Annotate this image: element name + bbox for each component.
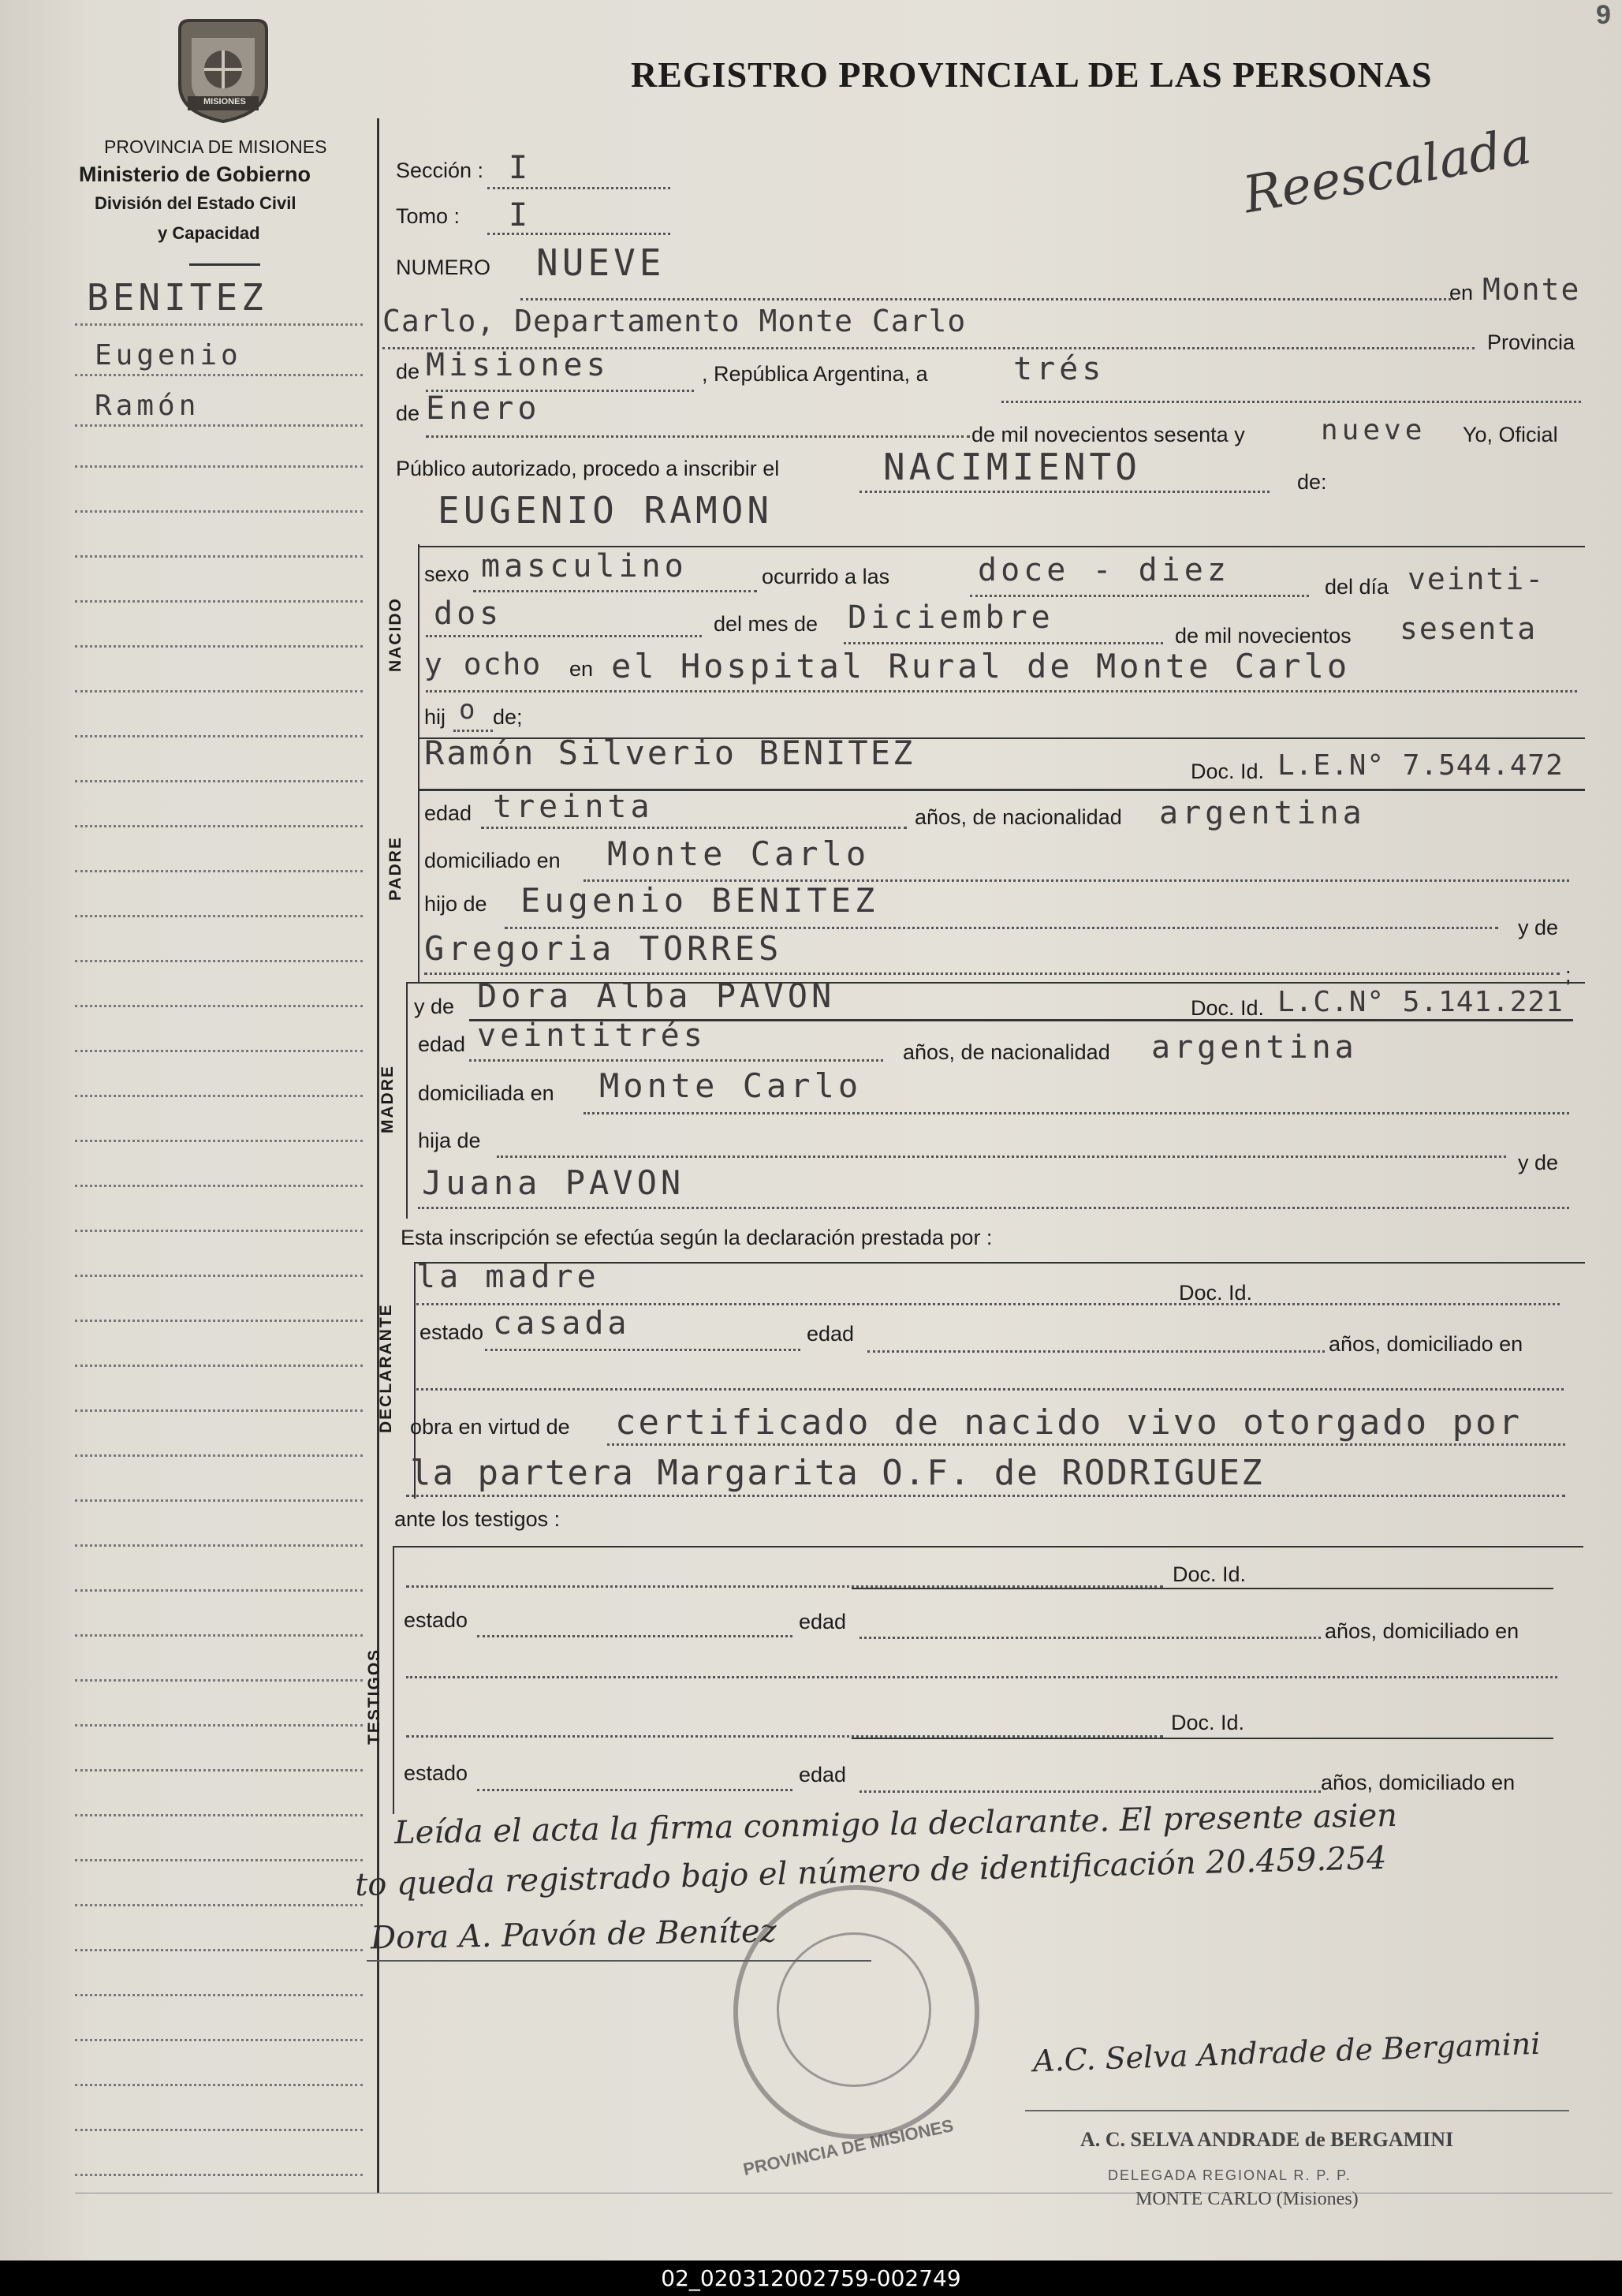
- mother-doc-value: L.C.N° 5.141.221: [1277, 986, 1564, 1018]
- margin-ruled-line: [75, 1589, 363, 1592]
- child-name: EUGENIO RAMON: [438, 489, 774, 532]
- margin-ruled-line: [75, 1320, 363, 1322]
- father-age-value: treinta: [493, 789, 654, 825]
- mother-hija-label: hija de: [418, 1129, 481, 1152]
- margin-ruled-line: [75, 1994, 363, 1996]
- act-type-value: NACIMIENTO: [883, 446, 1141, 488]
- publico-label: Público autorizado, procedo a inscribir el: [396, 457, 780, 480]
- declarant-edad-label: edad: [807, 1322, 855, 1346]
- division-name: División del Estado Civil: [95, 193, 296, 213]
- document-title: REGISTRO PROVINCIAL DE LAS PERSONAS: [631, 54, 1433, 95]
- margin-ruled-line: [75, 1005, 363, 1007]
- witness1-doc-label: Doc. Id.: [1173, 1562, 1247, 1586]
- section-declarante: DECLARANTE: [377, 1303, 395, 1433]
- father-father: Eugenio BENITEZ: [520, 881, 879, 920]
- hij-de-label: de;: [493, 705, 523, 729]
- mother-y-de-label: y de: [414, 995, 455, 1018]
- witness2-anos-label: años, domiciliado en: [1321, 1771, 1516, 1794]
- margin-ruled-line: [75, 1949, 363, 1951]
- witness2-doc-label: Doc. Id.: [1171, 1711, 1245, 1734]
- margin-ruled-line: [75, 1544, 363, 1547]
- round-seal-text: PROVINCIA DE MISIONES: [741, 2115, 956, 2179]
- official-stamp-name: A. C. SELVA ANDRADE de BERGAMINI: [1080, 2128, 1454, 2151]
- father-age-label: edad: [424, 801, 472, 825]
- section-madre: MADRE: [378, 1065, 397, 1133]
- margin-ruled-line: [75, 2174, 363, 2176]
- hij-suffix: o: [459, 694, 479, 726]
- place-part-a: Monte: [1482, 272, 1581, 307]
- del-dia-label: del día: [1325, 575, 1389, 599]
- de-label-2: de: [396, 401, 420, 425]
- margin-ruled-line: [75, 870, 363, 872]
- declarant-doc-label: Doc. Id.: [1179, 1281, 1253, 1305]
- margin-ruled-line: [75, 1050, 363, 1052]
- declarant-anos-label: años, domiciliado en: [1329, 1332, 1523, 1356]
- mother-name: Dora Alba PAVON: [477, 976, 836, 1015]
- de-mil-2-label: de mil novecientos: [1175, 624, 1352, 648]
- obra-label: obra en virtud de: [410, 1415, 570, 1439]
- file-id-caption: 02_020312002759-002749: [0, 2261, 1622, 2296]
- section-nacido: NACIDO: [386, 597, 405, 672]
- ante-testigos-label: ante los testigos :: [394, 1507, 561, 1531]
- time-value: doce - diez: [978, 552, 1230, 588]
- declarant-signature: Dora A. Pavón de Benítez: [370, 1913, 777, 1957]
- margin-ruled-line: [75, 2129, 363, 2131]
- emblem-label: MISIONES: [203, 97, 246, 106]
- father-doc-label: Doc. Id.: [1191, 760, 1265, 783]
- birth-day-b: dos: [434, 595, 503, 632]
- official-stamp-role: DELEGADA REGIONAL R. P. P.: [1108, 2167, 1352, 2183]
- de-colon-label: de:: [1297, 470, 1327, 494]
- father-doc-value: L.E.N° 7.544.472: [1277, 749, 1564, 782]
- father-hijo-label: hijo de: [424, 892, 487, 916]
- mother-nat-value: argentina: [1151, 1029, 1358, 1066]
- sex-value: masculino: [481, 548, 688, 584]
- margin-ruled-line: [75, 465, 363, 468]
- margin-ruled-line: [75, 825, 363, 827]
- father-nat-value: argentina: [1159, 795, 1366, 831]
- margin-second-name: Ramón: [95, 390, 200, 422]
- province-name: PROVINCIA DE MISIONES: [104, 136, 327, 157]
- margin-ruled-line: [75, 1365, 363, 1367]
- father-semicolon: ;: [1565, 963, 1572, 987]
- margin-ruled-line: [75, 510, 363, 513]
- obra-value-b: la partera Margarita O.F. de RODRIGUEZ: [410, 1453, 1264, 1493]
- margin-ruled-line: [75, 1634, 363, 1637]
- margin-ruled-line: [75, 1814, 363, 1816]
- year-word-value: nueve: [1321, 414, 1426, 446]
- margin-ruled-line: [75, 960, 363, 962]
- del-mes-label: del mes de: [714, 612, 818, 636]
- birth-year-b: y ocho: [424, 647, 543, 681]
- margin-ruled-line: [75, 1140, 363, 1142]
- closing-text-a: Leída el acta la firma conmigo la declarante. El presente asien: [393, 1797, 1398, 1852]
- mother-dom-label: domiciliada en: [418, 1081, 554, 1105]
- margin-ruled-line: [75, 1230, 363, 1232]
- margin-ruled-line: [75, 1724, 363, 1727]
- mother-nat-label: años, de nacionalidad: [903, 1040, 1110, 1064]
- hij-label: hij: [424, 705, 446, 729]
- numero-label: NUMERO: [396, 256, 490, 279]
- republica-label: , República Argentina, a: [702, 362, 928, 386]
- father-mother: Gregoria TORRES: [424, 929, 783, 968]
- declarant-state-value: casada: [493, 1305, 631, 1342]
- ocurrido-label: ocurrido a las: [762, 565, 890, 588]
- mother-age-value: veintitrés: [477, 1017, 707, 1054]
- margin-ruled-line: [75, 1859, 363, 1861]
- margin-ruled-line: [75, 1679, 363, 1682]
- place-part-b: Carlo, Departamento Monte Carlo: [382, 304, 967, 338]
- margin-ruled-line: [75, 1904, 363, 1906]
- closing-text-b: to queda registrado bajo el número de identificación 20.459.254: [354, 1839, 1387, 1904]
- margin-ruled-line: [75, 735, 363, 737]
- seccion-value: I: [509, 150, 532, 186]
- father-dom-value: Monte Carlo: [607, 834, 871, 873]
- margin-ruled-line: [75, 780, 363, 782]
- mother-mother: Juana PAVON: [422, 1163, 685, 1202]
- mother-doc-label: Doc. Id.: [1191, 996, 1265, 1020]
- ministry-name: Ministerio de Gobierno: [79, 162, 311, 186]
- mother-y-de-2-label: y de: [1518, 1151, 1559, 1174]
- capacity-name: y Capacidad: [158, 223, 260, 243]
- margin-ruled-line: [75, 1409, 363, 1412]
- section-testigos: TESTIGOS: [365, 1648, 383, 1745]
- margin-ruled-line: [75, 645, 363, 648]
- witness2-estado-label: estado: [404, 1761, 468, 1785]
- provincia-label: Provincia: [1487, 330, 1575, 354]
- margin-ruled-line: [75, 1095, 363, 1097]
- margin-ruled-line: [75, 1275, 363, 1277]
- witness1-estado-label: estado: [404, 1608, 468, 1632]
- margin-ruled-line: [75, 1185, 363, 1187]
- margin-ruled-line: [75, 915, 363, 917]
- father-dom-label: domiciliado en: [424, 849, 561, 872]
- mother-dom-value: Monte Carlo: [599, 1066, 863, 1105]
- tomo-label: Tomo :: [396, 204, 460, 228]
- birth-month-value: Diciembre: [848, 599, 1054, 636]
- father-nat-label: años, de nacionalidad: [915, 805, 1122, 829]
- margin-ruled-line: [75, 690, 363, 693]
- mother-age-label: edad: [418, 1032, 466, 1056]
- father-y-de-label: y de: [1518, 916, 1559, 939]
- page-number: 9: [1596, 0, 1611, 30]
- birth-day-a: veinti-: [1408, 562, 1546, 596]
- margin-ruled-line: [75, 1499, 363, 1502]
- province-emblem: [172, 14, 274, 125]
- margin-first-name: Eugenio: [95, 339, 242, 371]
- birth-place-value: el Hospital Rural de Monte Carlo: [611, 647, 1351, 685]
- margin-ruled-line: [75, 555, 363, 558]
- official-stamp-place: MONTE CARLO (Misiones): [1135, 2189, 1359, 2209]
- numero-value: NUEVE: [536, 241, 666, 284]
- de-label-1: de: [396, 360, 420, 383]
- margin-ruled-line: [75, 2084, 363, 2086]
- en-label: en: [1449, 281, 1474, 304]
- yo-oficial-label: Yo, Oficial: [1463, 423, 1558, 446]
- margin-ruled-line: [75, 600, 363, 603]
- margin-ruled-line: [75, 1454, 363, 1457]
- seccion-label: Sección :: [396, 159, 484, 182]
- margin-ruled-line: [75, 2039, 363, 2041]
- declarant-state-label: estado: [419, 1320, 484, 1344]
- tomo-value: I: [509, 197, 532, 233]
- day-value: trés: [1013, 351, 1106, 387]
- sexo-label: sexo: [424, 562, 470, 586]
- de-mil-label: de mil novecientos sesenta y: [971, 423, 1245, 446]
- marginal-note: Reescalada: [1239, 117, 1536, 226]
- birth-year-a: sesenta: [1400, 611, 1538, 646]
- witness2-edad-label: edad: [799, 1763, 847, 1786]
- witness1-anos-label: años, domiciliado en: [1325, 1619, 1519, 1643]
- declarant-value: la madre: [416, 1259, 600, 1295]
- obra-value-a: certificado de nacido vivo otorgado por: [615, 1402, 1523, 1443]
- section-padre: PADRE: [386, 836, 405, 901]
- witness1-edad-label: edad: [799, 1610, 847, 1633]
- father-name: Ramón Silverio BENITEZ: [424, 734, 915, 772]
- en-birthplace-label: en: [569, 657, 594, 681]
- margin-surname: BENITEZ: [87, 276, 267, 319]
- province-value: Misiones: [426, 347, 610, 383]
- inscripcion-label: Esta inscripción se efectúa según la declaración prestada por :: [401, 1226, 993, 1249]
- margin-ruled-line: [75, 1769, 363, 1771]
- month-value: Enero: [426, 390, 541, 427]
- official-signature: A.C. Selva Andrade de Bergamini: [1032, 2025, 1542, 2079]
